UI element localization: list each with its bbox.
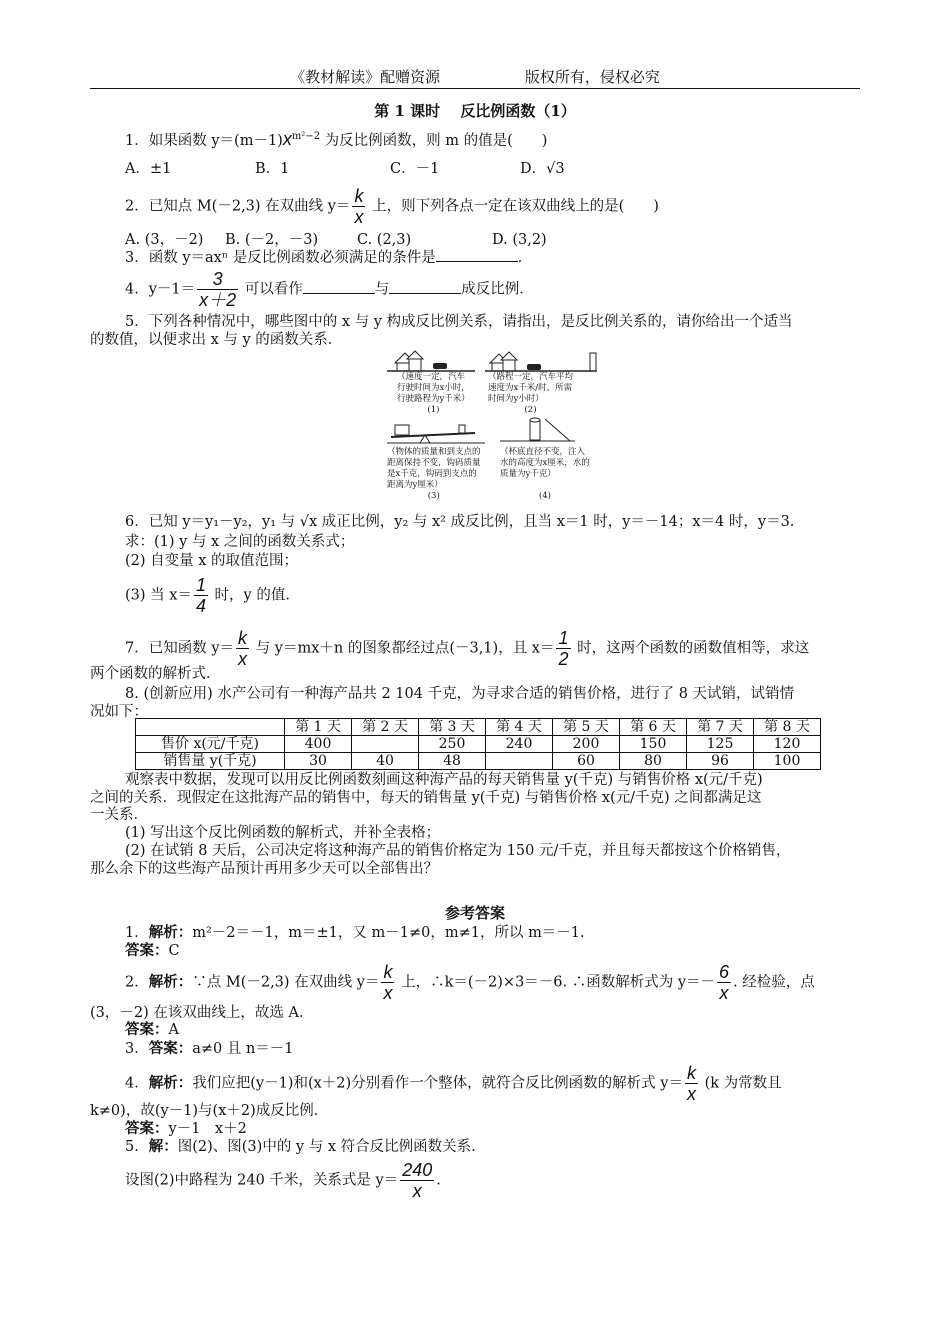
answer-1-result: 答案：C xyxy=(125,942,180,959)
question-6-line-1: 6．已知 y＝y₁－y₂，y₁ 与 √x 成正比例，y₂ 与 x² 成反比例，且当 x＝1 时，y＝－14；x＝4 时，y＝3. xyxy=(125,514,795,530)
q7-fraction-1: $\frac{k}{x}$ xyxy=(238,628,248,669)
q1-stem-a: 1．如果函数 xyxy=(125,132,212,149)
question-5-line-1: 5．下列各种情况中，哪些图中的 x 与 y 构成反比例关系，请指出，是反比例关系的，请你给出一个适当 xyxy=(125,314,793,330)
q3-text: 3．函数 y＝axⁿ 是反比例函数必须满足的条件是 xyxy=(125,250,436,266)
question-7-line-1: 7．已知函数 y＝ $\frac{k}{x}$ 与 y＝mx＋n 的图象都经过点(－3,1)，且 x＝ $\frac{1}{2}$ 时，这两个函数的函数值相等，求这 xyxy=(125,628,810,669)
q1-option-a: A．±1 xyxy=(125,161,172,177)
question-4 xyxy=(125,269,534,310)
question-6-line-4: (3) 当 x＝ $\frac{1}{4}$ 时，y 的值． xyxy=(125,575,300,616)
q6-fraction: $\frac{1}{4}$ xyxy=(195,575,206,616)
answer-1: 1．解析：m²－2＝－1，m＝±1，又 m－1≠0，m≠1，所以 m＝－1. xyxy=(125,924,585,941)
question-8-line-5: 一关系． xyxy=(90,807,148,823)
caption-3: （物体的质量和到支点的 距离保持不变，钩码质量 是x千克，钩码到支点的 距离为y厘米） (3) xyxy=(387,447,481,501)
q4-text-c: 与 xyxy=(374,281,390,298)
a2-fraction-1: $\frac{k}{x}$ xyxy=(383,962,393,1003)
question-8-line-6: (1) 写出这个反比例函数的解析式，并补全表格； xyxy=(125,825,441,841)
q3-end: ． xyxy=(517,250,533,266)
question-8-line-7: (2) 在试销 8 天后，公司决定将这种海产品的销售价格定为 150 元/千克，并且每天都按这个价格销售， xyxy=(125,843,791,859)
q2-stem-a: 2．已知点 M(－2,3) 在双曲线 y＝ xyxy=(125,198,351,215)
q2-fraction: $\frac{k}{x}$ xyxy=(354,186,364,227)
q2-option-d: D. (3,2) xyxy=(492,232,547,248)
question-2 xyxy=(125,186,659,227)
question-6-line-3: (2) 自变量 x 的取值范围； xyxy=(125,553,299,569)
q4-lhs: 4．y－1＝ xyxy=(125,281,196,298)
question-6-line-2: 求：(1) y 与 x 之间的函数关系式； xyxy=(125,534,355,550)
question-8-line-8: 那么余下的这些海产品预计再用多少天可以全部售出？ xyxy=(90,861,438,877)
q7-fraction-2: $\frac{1}{2}$ xyxy=(558,628,569,669)
a4-fraction: $\frac{k}{x}$ xyxy=(686,1063,696,1104)
question-8-line-4: 之间的关系．现假定在这批海产品的销售中，每天的销售量 y(千克) 与销售价格 x(元/千克) 之间都满足这 xyxy=(90,790,762,806)
answer-4-result: 答案：y－1 x＋2 xyxy=(125,1120,247,1137)
answer-4: 4．解析：我们应把(y－1)和(x＋2)分别看作一个整体，就符合反比例函数的解析式 y＝ $\frac{k}{x}$ (k 为常数且 xyxy=(125,1063,782,1104)
answer-5: 5．解：图(2)、图(3)中的 y 与 x 符合反比例函数关系． xyxy=(125,1138,486,1155)
answers-title: 参考答案 xyxy=(444,904,505,922)
question-5-line-2: 的数值，以便求出 x 与 y 的函数关系． xyxy=(90,332,343,348)
q5-figure xyxy=(385,345,600,510)
page-header xyxy=(90,66,860,87)
q1-options xyxy=(125,160,565,178)
q1-exponent: m²−2 xyxy=(291,131,321,142)
cup-icon xyxy=(500,418,575,441)
a5-fraction: $\frac{240}{x}$ xyxy=(402,1160,433,1201)
table-header-row: 第 1 天 第 2 天 第 3 天 第 4 天 第 5 天 第 6 天 第 7 天 第 8 天 xyxy=(136,719,821,736)
question-8-line-2: 况如下： xyxy=(90,704,148,720)
a2-fraction-2: $\frac{6}{x}$ xyxy=(719,962,730,1003)
question-8-line-1: 8. (创新应用) 水产公司有一种海产品共 2 104 千克，为寻求合适的销售价格，进行了 8 天试销，试销情 xyxy=(125,686,795,702)
caption-4: （杯底直径不变，注入 水的高度为x厘米，水的 质量为y千克） (4) xyxy=(500,447,590,501)
q1-power: x xyxy=(282,128,292,149)
table-blank-cell[interactable] xyxy=(352,736,419,753)
question-7-line-2: 两个函数的解析式． xyxy=(90,666,221,682)
q1-option-c: C．－1 xyxy=(390,161,440,177)
q4-text-b: 可以看作 xyxy=(240,281,303,298)
question-8-line-3: 观察表中数据，发现可以用反比例函数刻画这种海产品的每天销售量 y(千克) 与销售价格 x(元/千克) xyxy=(125,772,763,788)
answer-3: 3．答案：a≠0 且 n＝－1 xyxy=(125,1040,294,1057)
q1-stem-b: y＝(m－1) xyxy=(211,132,283,149)
q1-option-d: D．√3 xyxy=(520,161,565,177)
caption-1: （速度一定，汽车 行驶时间为x小时， 行驶路程为y千米） (1) xyxy=(397,372,470,415)
q4-blank-1[interactable] xyxy=(303,279,375,294)
table-row: 售价 x(元/千克) 400 250 240 200 150 125 120 xyxy=(136,736,821,753)
question-1 xyxy=(125,128,547,150)
header-right: 版权所有，侵权必究 xyxy=(524,68,660,86)
answer-2-result: 答案：A xyxy=(125,1021,179,1038)
lever-icon xyxy=(387,425,485,443)
q1-option-b: B．1 xyxy=(255,161,290,177)
house-car-icon-1 xyxy=(387,351,475,371)
answer-2-line-2: (3，－2) 在该双曲线上，故选 A． xyxy=(90,1005,314,1021)
header-left: 《教材解读》配赠资源 xyxy=(290,68,441,86)
q1-stem-c: 为反比例函数，则 m 的值是( ) xyxy=(320,132,548,149)
q4-text-d: 成反比例． xyxy=(461,281,534,298)
answer-2: 2．解析：∵点 M(－2,3) 在双曲线 y＝ $\frac{k}{x}$ 上，∴k＝(－2)×3＝－6. ∴函数解析式为 y＝－ $\frac{6}{x}$ . 经检验，点 xyxy=(125,962,815,1003)
table-blank-cell[interactable] xyxy=(486,753,553,770)
question-3 xyxy=(125,247,532,267)
q4-blank-2[interactable] xyxy=(389,279,461,294)
house-car-icon-2 xyxy=(485,352,597,371)
answer-4-line-2: k≠0)，故(y－1)与(x＋2)成反比例． xyxy=(90,1103,329,1119)
table-row: 销售量 y(千克) 30 40 48 60 80 96 100 xyxy=(136,753,821,770)
q3-blank[interactable] xyxy=(436,247,518,262)
lesson-title: 第 1 课时 反比例函数（1） xyxy=(374,102,576,120)
caption-2: （路程一定，汽车平均 速度为x千米/时，所需 时间为y小时） (2) xyxy=(488,372,574,415)
q2-option-c: C. (2,3) xyxy=(357,232,412,248)
answer-5-line-2: 设图(2)中路程为 240 千米，关系式是 y＝ $\frac{240}{x}$ . xyxy=(125,1160,441,1201)
header-rule xyxy=(90,88,860,89)
sales-table xyxy=(135,718,821,770)
q2-option-b: B. (－2，－3) xyxy=(225,232,319,248)
q2-option-a: A. (3，－2) xyxy=(125,232,204,248)
q4-fraction: $\frac{3}{x+2}$ xyxy=(199,269,237,310)
q2-stem-b: 上，则下列各点一定在该双曲线上的是( ) xyxy=(367,198,659,215)
